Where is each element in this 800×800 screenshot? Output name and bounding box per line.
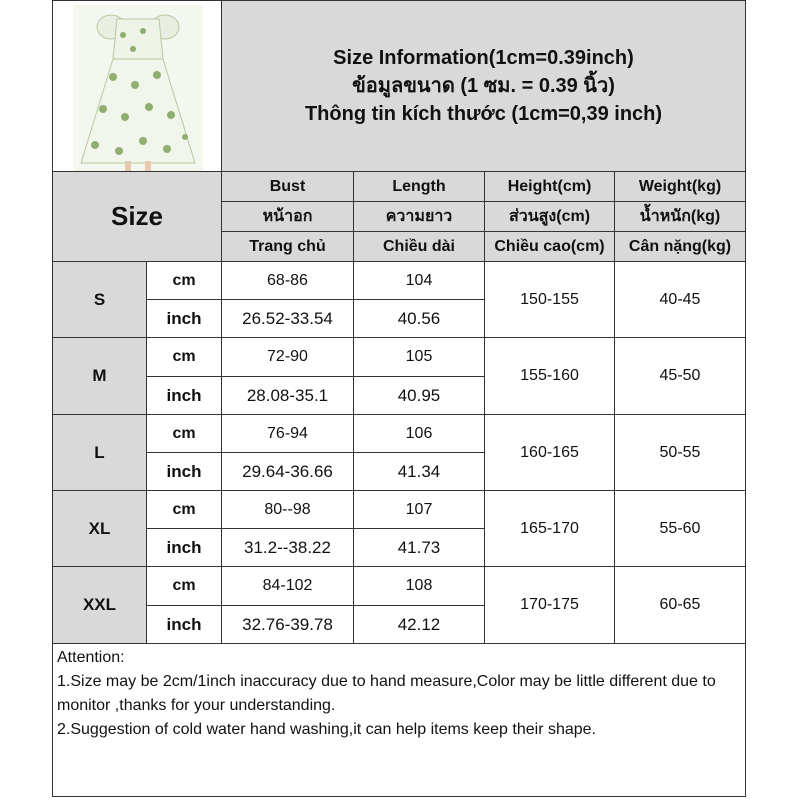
length-inch-cell: 40.95 — [353, 376, 485, 415]
height-cell: 170-175 — [484, 566, 615, 644]
col-bust-en: Bust — [221, 171, 354, 202]
attention-line-1: 1.Size may be 2cm/1inch inaccuracy due to hand measure,Color may be little different due to monitor ,thanks for your understanding. — [57, 673, 716, 714]
col-height-en: Height(cm) — [484, 171, 615, 202]
height-cell: 155-160 — [484, 337, 615, 415]
bust-inch-cell: 29.64-36.66 — [221, 452, 354, 491]
height-cell: 165-170 — [484, 490, 615, 567]
length-cm-cell: 105 — [353, 337, 485, 377]
col-weight-vi: Cân nặng(kg) — [614, 231, 746, 262]
size-header: Size — [52, 171, 222, 262]
size-chart — [52, 0, 746, 797]
weight-cell: 40-45 — [614, 261, 746, 338]
attention-title: Attention: — [57, 649, 125, 666]
col-height-th: ส่วนสูง(cm) — [484, 201, 615, 232]
col-weight-th: น้ำหนัก(kg) — [614, 201, 746, 232]
col-height-vi: Chiều cao(cm) — [484, 231, 615, 262]
unit-cm: cm — [146, 414, 222, 453]
unit-cm: cm — [146, 490, 222, 529]
length-cm-cell: 107 — [353, 490, 485, 529]
weight-cell: 60-65 — [614, 566, 746, 644]
weight-cell: 45-50 — [614, 337, 746, 415]
col-length-en: Length — [353, 171, 485, 202]
bust-cm-cell: 72-90 — [221, 337, 354, 377]
size-info-title — [221, 0, 746, 172]
bust-cm-cell: 68-86 — [221, 261, 354, 300]
weight-cell: 50-55 — [614, 414, 746, 491]
title-thai: ข้อมูลขนาด (1 ซม. = 0.39 นิ้ว) — [352, 75, 615, 97]
length-cm-cell: 106 — [353, 414, 485, 453]
attention-line-2: 2.Suggestion of cold water hand washing,it can help items keep their shape. — [57, 721, 596, 738]
height-cell: 150-155 — [484, 261, 615, 338]
length-inch-cell: 41.73 — [353, 528, 485, 567]
title-vietnamese: Thông tin kích thước (1cm=0,39 inch) — [304, 103, 663, 125]
unit-inch: inch — [146, 528, 222, 567]
length-cm-cell: 108 — [353, 566, 485, 606]
unit-cm: cm — [146, 566, 222, 606]
title-english: Size Information(1cm=0.39inch) — [333, 47, 634, 69]
size-cell-m: M — [52, 337, 147, 415]
bust-cm-cell: 80--98 — [221, 490, 354, 529]
unit-inch: inch — [146, 299, 222, 338]
col-bust-th: หน้าอก — [221, 201, 354, 232]
height-cell: 160-165 — [484, 414, 615, 491]
length-inch-cell: 40.56 — [353, 299, 485, 338]
unit-inch: inch — [146, 605, 222, 644]
col-weight-en: Weight(kg) — [614, 171, 746, 202]
bust-cm-cell: 84-102 — [221, 566, 354, 606]
size-cell-s: S — [52, 261, 147, 338]
size-cell-xl: XL — [52, 490, 147, 567]
col-length-vi: Chiều dài — [353, 231, 485, 262]
attention-note — [52, 643, 746, 797]
col-bust-vi: Trang chủ — [221, 231, 354, 262]
bust-inch-cell: 31.2--38.22 — [221, 528, 354, 567]
length-cm-cell: 104 — [353, 261, 485, 300]
dress-image — [73, 5, 203, 171]
bust-inch-cell: 32.76-39.78 — [221, 605, 354, 644]
unit-cm: cm — [146, 337, 222, 377]
unit-cm: cm — [146, 261, 222, 300]
col-length-th: ความยาว — [353, 201, 485, 232]
weight-cell: 55-60 — [614, 490, 746, 567]
bust-inch-cell: 28.08-35.1 — [221, 376, 354, 415]
unit-inch: inch — [146, 452, 222, 491]
size-cell-l: L — [52, 414, 147, 491]
product-image-cell — [52, 0, 222, 172]
unit-inch: inch — [146, 376, 222, 415]
length-inch-cell: 41.34 — [353, 452, 485, 491]
bust-cm-cell: 76-94 — [221, 414, 354, 453]
size-cell-xxl: XXL — [52, 566, 147, 644]
bust-inch-cell: 26.52-33.54 — [221, 299, 354, 338]
length-inch-cell: 42.12 — [353, 605, 485, 644]
